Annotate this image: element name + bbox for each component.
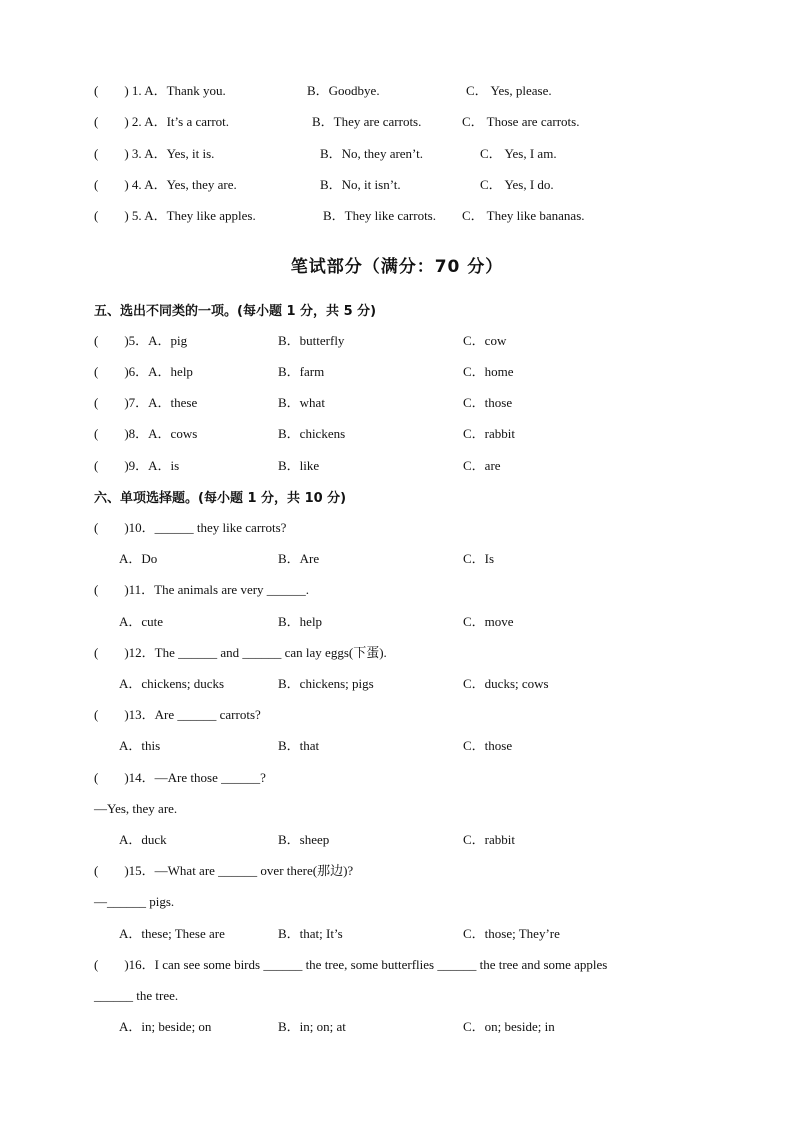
question-stem: ( )16．I can see some birds ______ the tree, some butterflies ______ the tree and some apples <box>94 957 608 972</box>
question-stem: ( )9．A．is <box>94 458 180 473</box>
option-b: B．help <box>278 614 323 629</box>
option-a: A．these; These are <box>119 926 225 941</box>
option-b: B．butterfly <box>278 333 345 348</box>
option-c: C．those <box>463 738 513 753</box>
option-c: C． They like bananas. <box>462 208 585 223</box>
option-c: C．cow <box>463 333 507 348</box>
option-b: B．farm <box>278 364 325 379</box>
option-a: A．this <box>119 738 161 753</box>
option-c: C．Is <box>463 551 495 566</box>
option-c: C．on; beside; in <box>463 1019 555 1034</box>
option-b: B．chickens <box>278 426 346 441</box>
option-a: A．cute <box>119 614 164 629</box>
question-stem: ( )12．The ______ and ______ can lay eggs(下蛋). <box>94 645 387 660</box>
option-a: A．in; beside; on <box>119 1019 212 1034</box>
option-c: C．rabbit <box>463 832 515 847</box>
option-b: B．sheep <box>278 832 330 847</box>
option-b: B．that <box>278 738 320 753</box>
option-c: C． Yes, I do. <box>480 177 554 192</box>
option-b: B．They like carrots. <box>323 208 436 223</box>
option-c: C．home <box>463 364 514 379</box>
question-stem: ( )7．A．these <box>94 395 198 410</box>
question-stem: ( ) 3. A．Yes, it is. <box>94 146 215 161</box>
option-c: C．are <box>463 458 501 473</box>
written-part-title: 笔试部分（满分：70 分） <box>290 257 504 277</box>
dialogue-reply: —______ pigs. <box>94 894 175 909</box>
option-b: B．No, they aren’t. <box>320 146 424 161</box>
option-c: C．rabbit <box>463 426 515 441</box>
question-stem: ( ) 1. A．Thank you. <box>94 83 226 98</box>
option-c: C． Yes, please. <box>466 83 552 98</box>
option-b: B．Are <box>278 551 320 566</box>
option-b: B．that; It’s <box>278 926 343 941</box>
option-b: B．They are carrots. <box>312 114 422 129</box>
option-b: B．like <box>278 458 320 473</box>
question-stem: ( )8．A．cows <box>94 426 198 441</box>
option-b: B．chickens; pigs <box>278 676 374 691</box>
question-stem: ( )10．______ they like carrots? <box>94 520 287 535</box>
option-a: A．Do <box>119 551 158 566</box>
section-6-heading: 六、单项选择题。(每小题 1 分，共 10 分) <box>94 491 347 506</box>
option-c: C． Yes, I am. <box>480 146 557 161</box>
option-b: B．what <box>278 395 325 410</box>
question-stem: ( )14．—Are those ______? <box>94 770 266 785</box>
question-stem: ( )13．Are ______ carrots? <box>94 707 261 722</box>
question-stem: ( ) 4. A．Yes, they are. <box>94 177 237 192</box>
option-c: C．those; They’re <box>463 926 560 941</box>
section-5-heading: 五、选出不同类的一项。(每小题 1 分，共 5 分) <box>94 304 377 319</box>
option-c: C．ducks; cows <box>463 676 549 691</box>
question-stem: ( )6．A．help <box>94 364 193 379</box>
question-stem: ( ) 2. A．It’s a carrot. <box>94 114 230 129</box>
option-c: C．those <box>463 395 513 410</box>
question-stem: ( )15．—What are ______ over there(那边)? <box>94 863 354 878</box>
option-a: A．chickens; ducks <box>119 676 225 691</box>
question-stem: ( ) 5. A．They like apples. <box>94 208 256 223</box>
question-stem: ( )11．The animals are very ______. <box>94 582 310 597</box>
option-c: C．move <box>463 614 514 629</box>
dialogue-reply: —Yes, they are. <box>94 801 178 816</box>
question-stem: ( )5．A．pig <box>94 333 188 348</box>
option-b: B．Goodbye. <box>307 83 380 98</box>
option-c: C． Those are carrots. <box>462 114 580 129</box>
option-b: B．in; on; at <box>278 1019 346 1034</box>
option-a: A．duck <box>119 832 167 847</box>
question-stem-continuation: ______ the tree. <box>94 988 179 1003</box>
option-b: B．No, it isn’t. <box>320 177 401 192</box>
